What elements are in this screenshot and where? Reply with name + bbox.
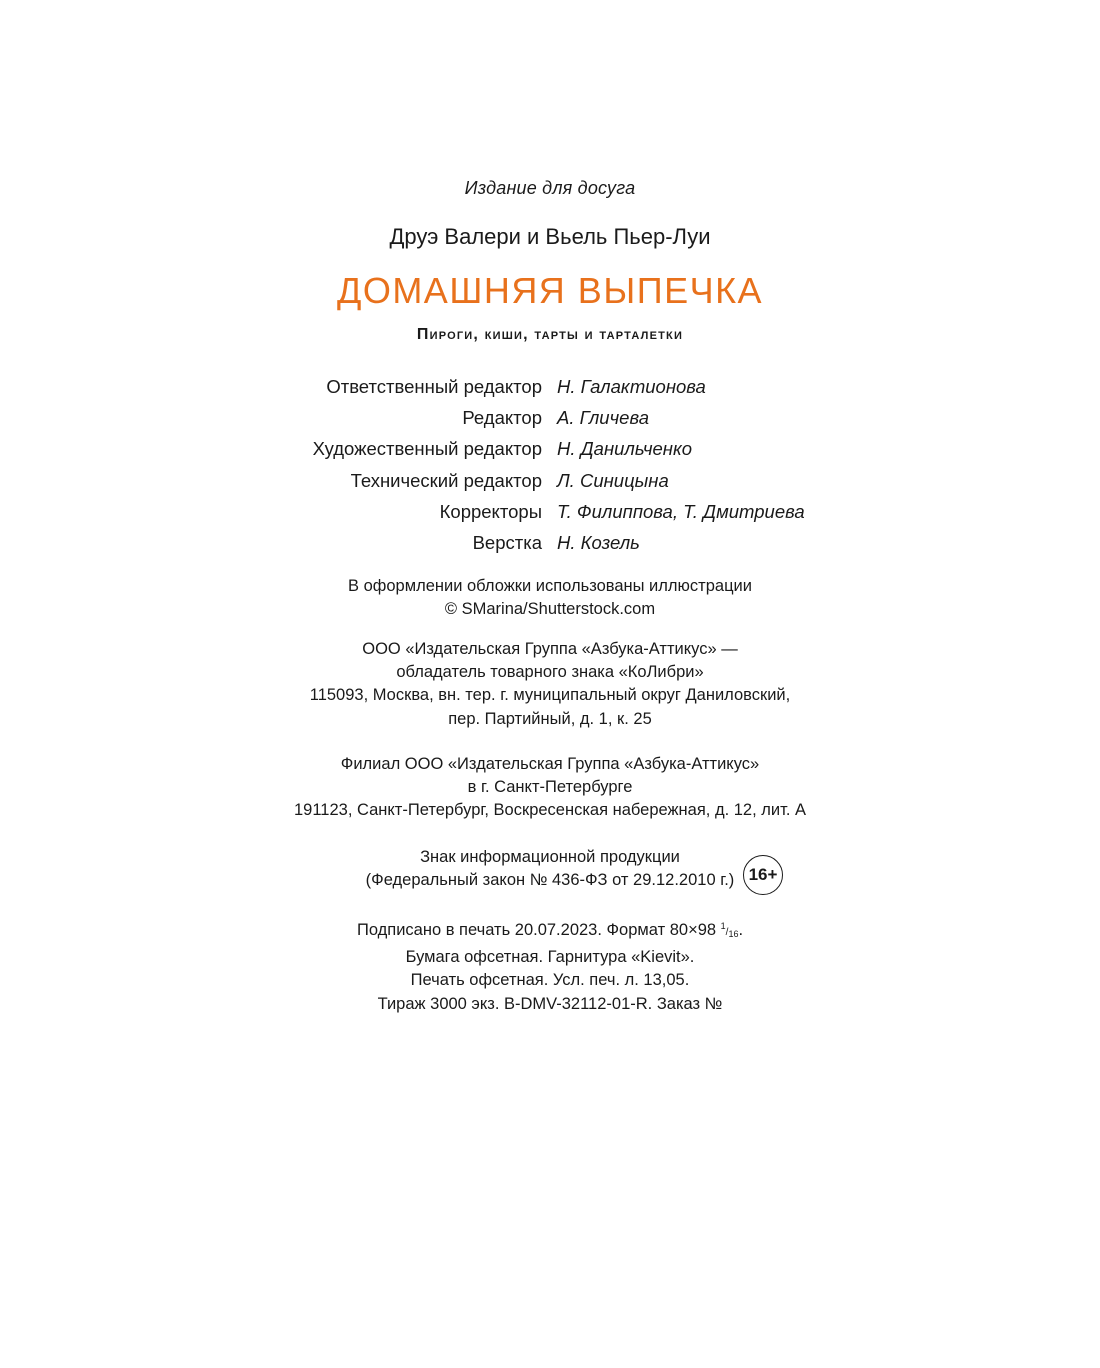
edition-type: Издание для досуга [464, 178, 636, 198]
credit-row [0, 438, 1100, 469]
publisher-line: пер. Партийный, д. 1, к. 25 [448, 709, 652, 728]
cover-note-line: В оформлении обложки использованы иллюстрации [348, 577, 752, 595]
authors: Друэ Валери и Вьель Пьер-Луи [389, 224, 711, 249]
branch-info [0, 753, 1100, 823]
credit-row [0, 501, 1100, 532]
credit-role: Технический редактор [350, 469, 542, 491]
print-line: Печать офсетная. Усл. печ. л. 13,05. [410, 971, 690, 990]
age-rating-badge: 16+ [743, 855, 783, 895]
credit-row [0, 376, 1100, 407]
branch-line: 191123, Санкт-Петербург, Воскресенская набережная, д. 12, лит. А [293, 801, 807, 820]
credit-name: А. Гличева [557, 407, 649, 429]
credit-role: Ответственный редактор [326, 376, 542, 397]
credit-name: Н. Галактионова [557, 376, 706, 397]
print-format-suffix: . [738, 921, 744, 939]
book-title: ДОМАШНЯЯ ВЫПЕЧКА [336, 270, 764, 311]
print-line [0, 915, 1100, 946]
credit-row [0, 407, 1100, 438]
branch-line: Филиал ООО «Издательская Группа «Азбука-Аттикус» [340, 755, 760, 773]
credit-row [0, 470, 1100, 501]
format-numerator: 1 [720, 921, 726, 931]
info-sign-line: (Федеральный закон № 436-ФЗ от 29.12.2010 г.) [365, 871, 735, 890]
print-info [0, 915, 1100, 1016]
cover-illustration-note [0, 575, 1100, 621]
publisher-info [0, 638, 1100, 731]
credit-row [0, 532, 1100, 563]
format-fraction: $^1/_{16}$ [720, 921, 739, 939]
credit-name: Н. Данильченко [557, 438, 693, 460]
credit-role: Корректоры [439, 500, 542, 522]
credit-role: Редактор [462, 407, 542, 429]
print-line: Бумага офсетная. Гарнитура «Kievit». [405, 948, 695, 967]
cover-note-line: © SMarina/Shutterstock.com [444, 600, 656, 619]
print-format-prefix: Подписано в печать 20.07.2023. Формат 80×98 [356, 921, 721, 939]
publisher-line: обладатель товарного знака «КоЛибри» [396, 663, 704, 682]
publisher-line: 115093, Москва, вн. тер. г. муниципальный округ Даниловский, [309, 686, 791, 705]
credit-role: Художественный редактор [312, 438, 542, 460]
branch-line: в г. Санкт-Петербурге [467, 778, 633, 797]
credit-name: Н. Козель [557, 531, 640, 553]
credit-name: Т. Филиппова, Т. Дмитриева [557, 500, 805, 522]
info-sign-line: Знак информационной продукции [420, 848, 680, 866]
credit-role: Верстка [472, 531, 542, 553]
credits-list [0, 376, 1100, 563]
print-line: Тираж 3000 экз. B-DMV-32112-01-R. Заказ № [377, 994, 723, 1013]
credit-name: Л. Синицына [557, 469, 669, 491]
info-sign [0, 846, 1100, 892]
book-subtitle: Пироги, киши, тарты и тарталетки [416, 326, 684, 343]
publisher-line: ООО «Издательская Группа «Азбука-Аттикус» — [362, 640, 738, 658]
format-denominator: 16 [728, 929, 739, 939]
